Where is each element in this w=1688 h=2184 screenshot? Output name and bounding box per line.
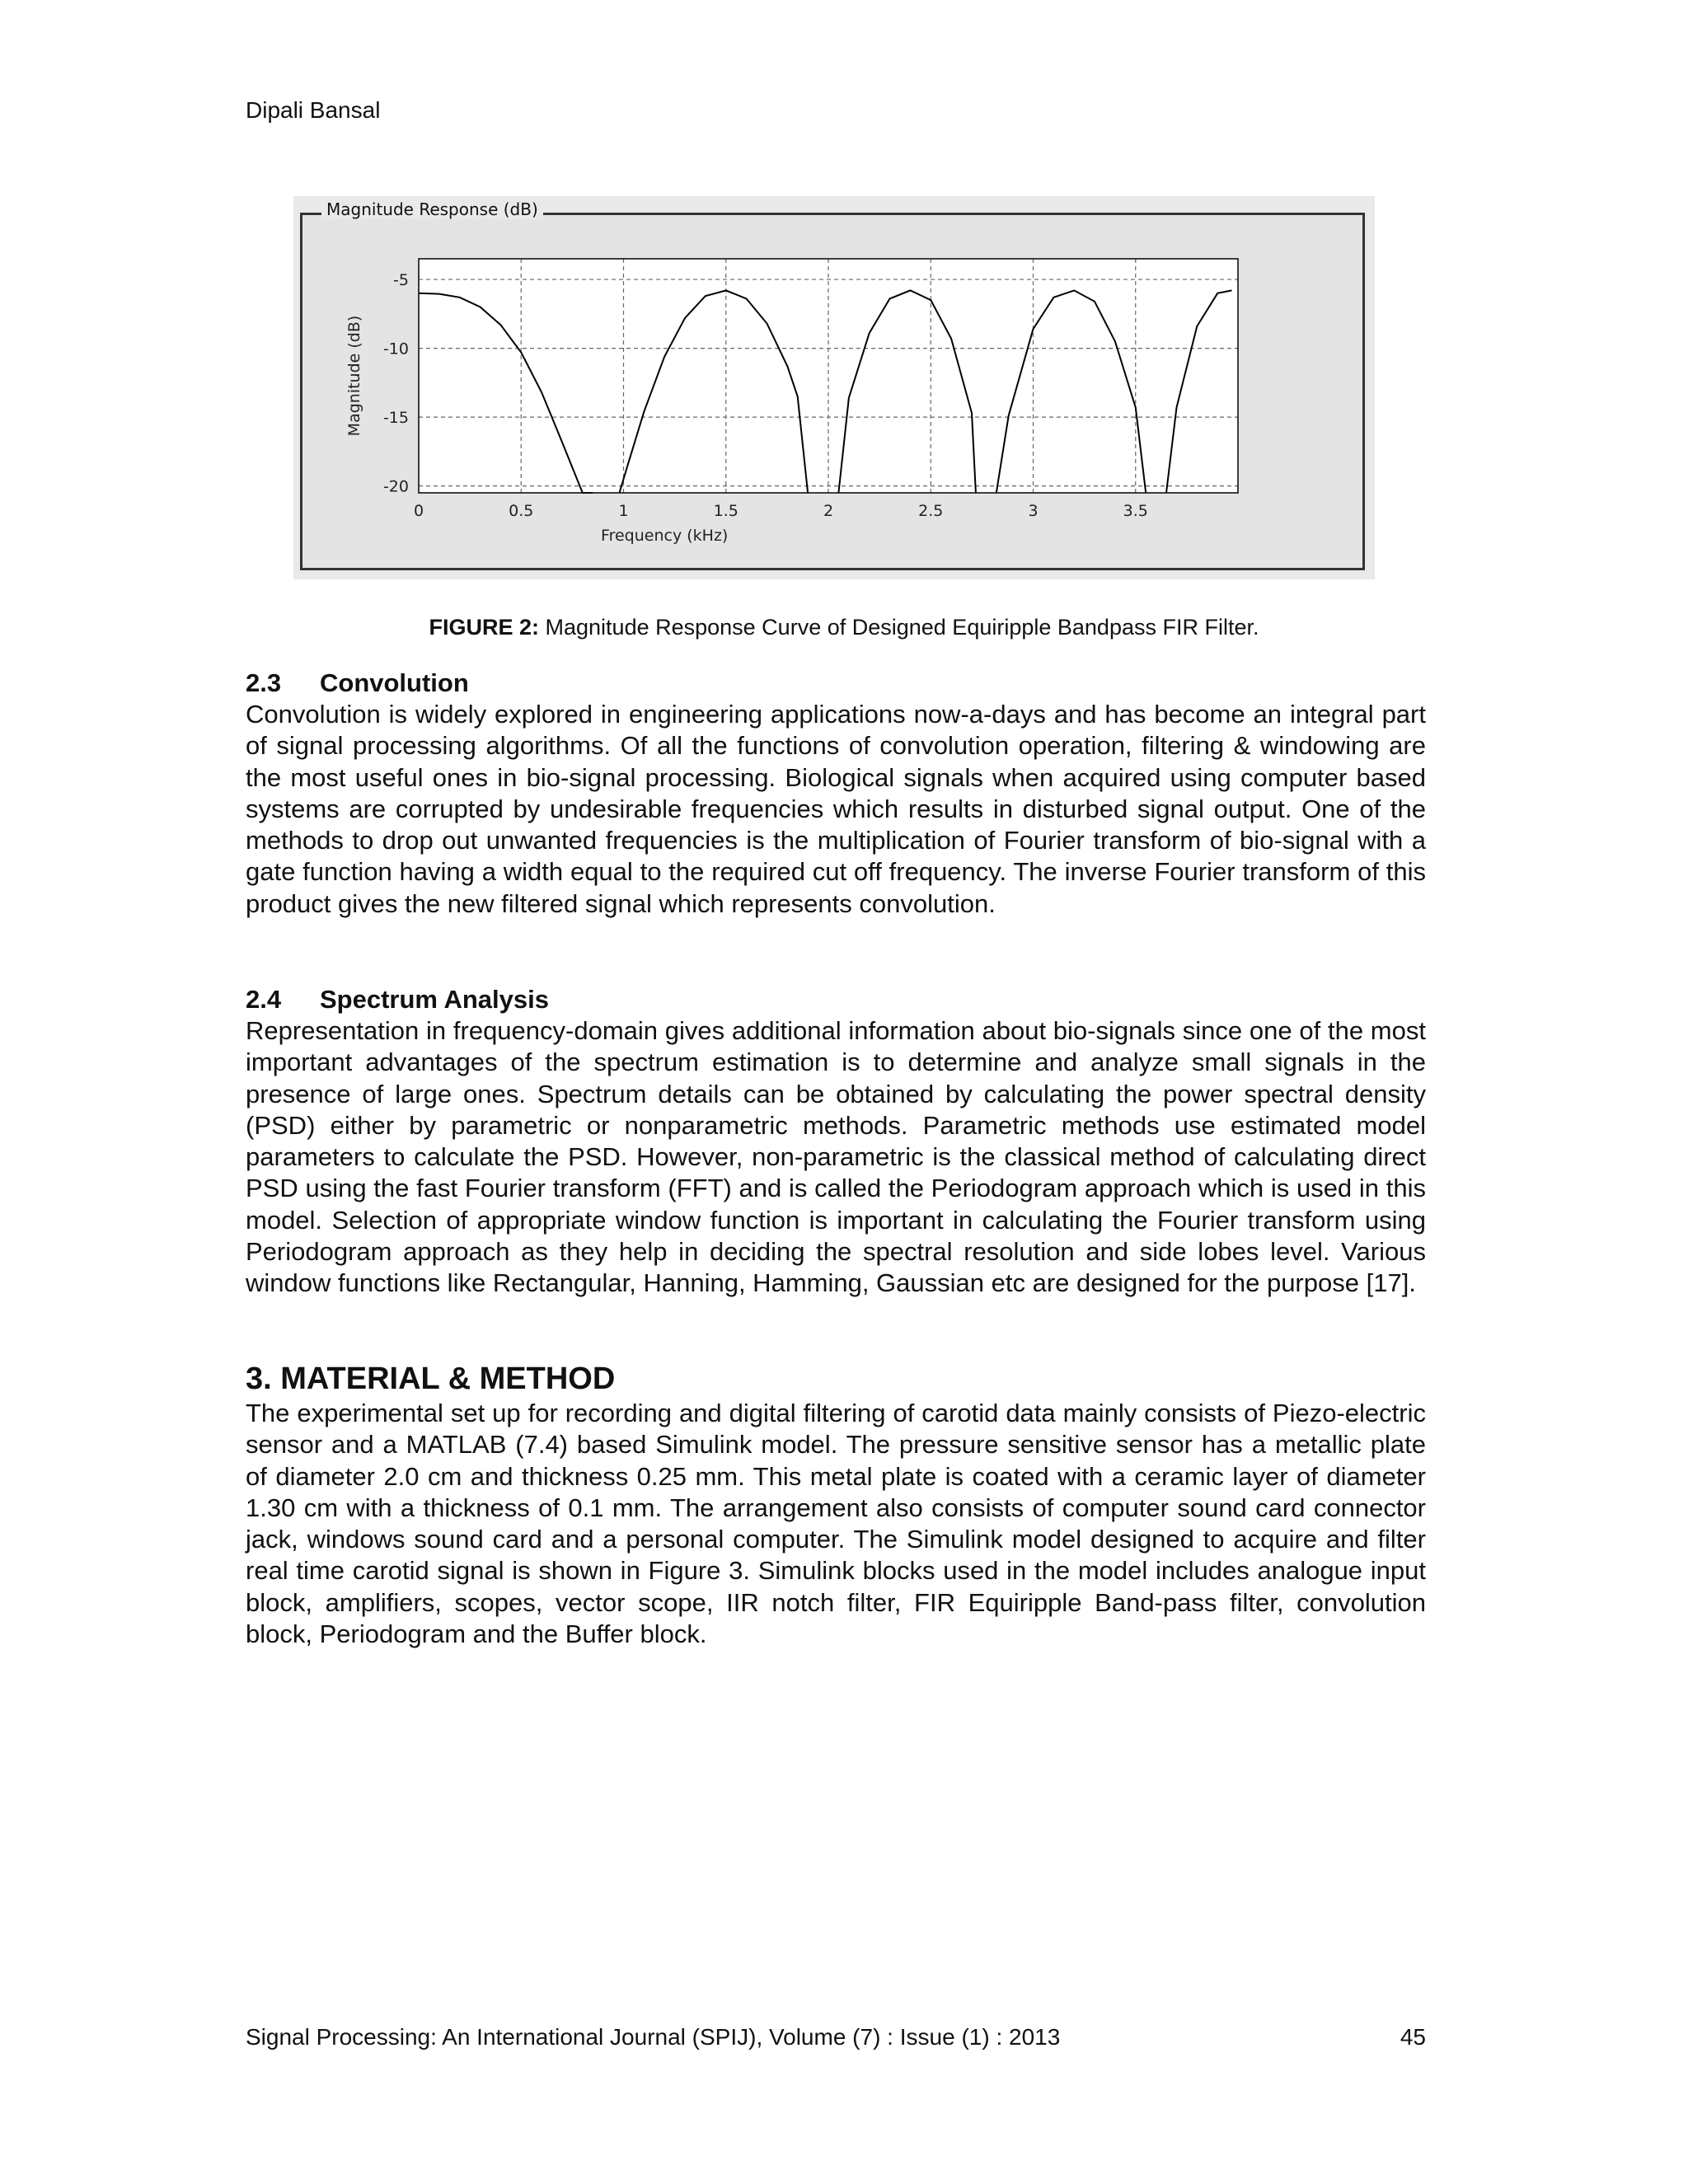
figure-panel [293, 196, 1375, 579]
figure-caption [0, 615, 1688, 640]
section-heading: 3. MATERIAL & METHOD [246, 1361, 616, 1396]
x-tick-label: 2.5 [918, 502, 944, 520]
magnitude-response-chart [293, 196, 1375, 579]
x-tick-label: 2 [823, 502, 834, 520]
x-tick-label: 0.5 [509, 502, 534, 520]
figure-panel-title: Magnitude Response (dB) [321, 199, 543, 219]
y-tick-label: -15 [382, 409, 409, 428]
page-footer [246, 2024, 1426, 2050]
section-title: Convolution [320, 668, 469, 697]
y-tick-label: -10 [382, 340, 409, 359]
footer-journal: Signal Processing: An International Journal (SPIJ), Volume (7) : Issue (1) : 2013 [246, 2024, 1061, 2050]
y-tick-label: -5 [393, 271, 409, 290]
x-tick-label: 0 [413, 502, 424, 520]
plot-area [419, 259, 1238, 493]
section-body: The experimental set up for recording and digital filtering of carotid data mainly consists of Piezo-electric sensor and a MATLAB (7.4) based Simulink model. The pressure sensitive sensor has a metallic plate of diameter 2.0 cm and thickness 0.25 mm. This metal plate is coated with a ceramic layer of diameter 1.30 cm with a thickness of 0.1 mm. The arrangement also consists of computer sound card connector jack, windows sound card and a personal computer. The Simulink model designed to acquire and filter real time carotid signal is shown in Figure 3. Simulink blocks used in the model includes analogue input block, amplifiers, scopes, vector scope, IIR notch filter, FIR Equiripple Band-pass filter, convolution block, Periodogram and the Buffer block. [246, 1399, 1426, 1649]
section-convolution [246, 668, 1426, 920]
page-header-author: Dipali Bansal [246, 97, 381, 123]
section-title: Spectrum Analysis [320, 985, 549, 1014]
figure-caption-text: Magnitude Response Curve of Designed Equiripple Bandpass FIR Filter. [539, 615, 1259, 640]
page-number: 45 [1400, 2024, 1426, 2050]
x-tick-label: 3.5 [1123, 502, 1148, 520]
section-body: Representation in frequency-domain gives additional information about bio-signals since one of the most important advantages of the spectrum estimation is to determine and analyze small signals in the presence of large ones. Spectrum details can be obtained by calculating the power spectral density (PSD) either by parametric or nonparametric methods. Parametric methods use estimated model parameters to calculate the PSD. However, non-parametric is the classical method of calculating direct PSD using the fast Fourier transform (FFT) and is called the Periodogram approach which is used in this model. Selection of appropriate window function is important in calculating the Fourier transform using Periodogram approach as they help in deciding the spectral resolution and side lobes level. Various window functions like Rectangular, Hanning, Hamming, Gaussian etc are designed for the purpose [17]. [246, 1016, 1426, 1298]
y-tick-label: -20 [382, 477, 409, 496]
section-material-method [246, 1360, 1426, 1650]
section-heading [246, 668, 1426, 699]
y-axis-label: Magnitude (dB) [345, 315, 363, 437]
section-body: Convolution is widely explored in engineering applications now-a-days and has become an integral part of signal processing algorithms. Of all the functions of convolution operation, filtering & windowing are the most useful ones in bio-signal processing. Biological signals when acquired using computer based systems are corrupted by undesirable frequencies which results in disturbed signal output. One of the methods to drop out unwanted frequencies is the multiplication of Fourier transform of bio-signal with a gate function having a width equal to the required cut off frequency. The inverse Fourier transform of this product gives the new filtered signal which represents convolution. [246, 700, 1426, 918]
x-axis-label: Frequency (kHz) [601, 527, 729, 545]
figure-caption-label: FIGURE 2: [429, 615, 540, 640]
x-tick-label: 1.5 [713, 502, 738, 520]
section-heading [246, 984, 1426, 1015]
section-number: 2.4 [246, 985, 282, 1014]
section-number: 2.3 [246, 668, 282, 697]
x-tick-label: 3 [1028, 502, 1039, 520]
x-tick-label: 1 [618, 502, 629, 520]
section-spectrum-analysis [246, 984, 1426, 1300]
